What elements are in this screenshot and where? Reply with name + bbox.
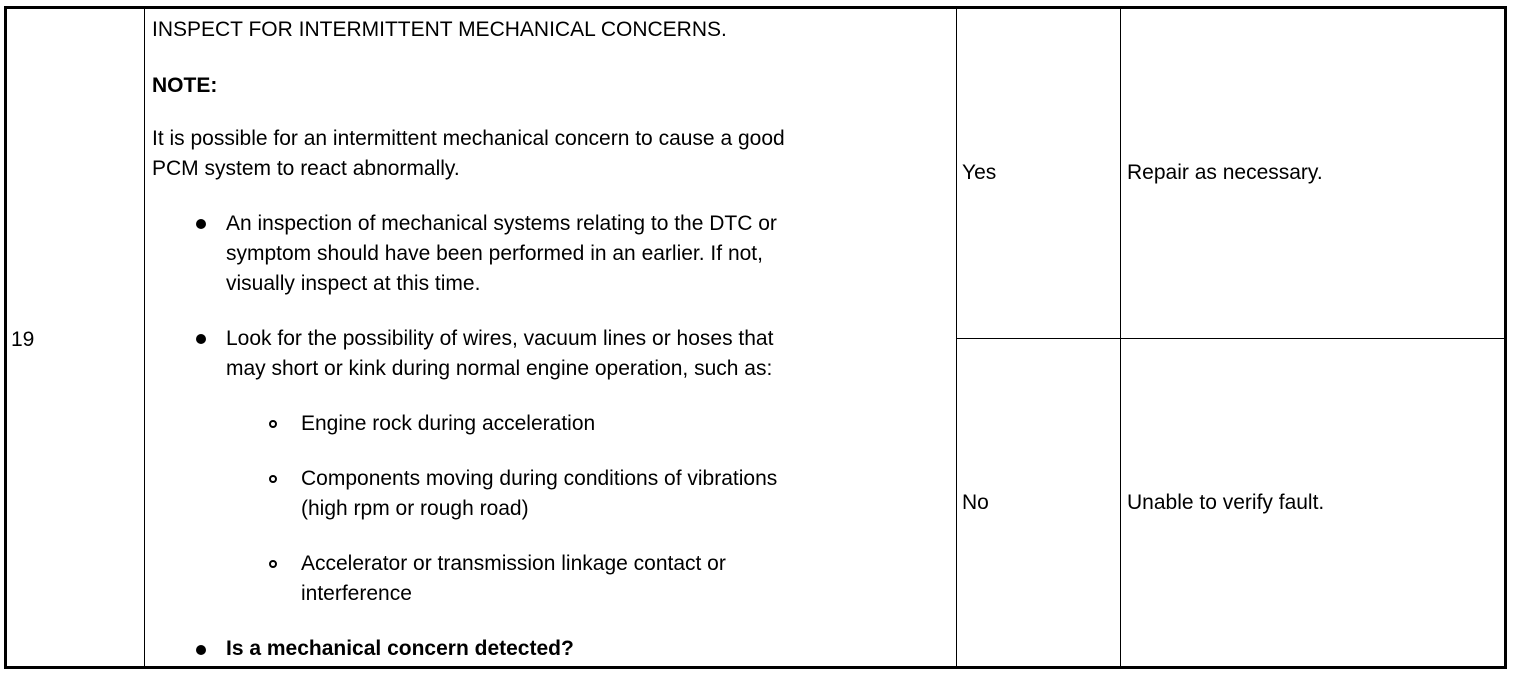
row-divider (956, 338, 1504, 339)
sub-bullet-text-line: (high rpm or rough road) (301, 497, 529, 520)
bullet-icon (196, 334, 206, 344)
sub-bullet-icon (269, 475, 277, 483)
sub-bullet-text-line: interference (301, 582, 412, 605)
bullet-text-line: may short or kink during normal engine operation, such as: (226, 357, 773, 380)
bullet-text-line: Look for the possibility of wires, vacuum lines or hoses that (226, 327, 774, 350)
result-action-yes: Repair as necessary. (1127, 161, 1323, 184)
bullet-icon (196, 219, 206, 229)
sub-bullet-text-line: Components moving during conditions of vibrations (301, 467, 778, 490)
result-action-no: Unable to verify fault. (1127, 491, 1325, 514)
bullet-text-line: symptom should have been performed in an earlier. If not, (226, 242, 763, 265)
bullet-text-line: An inspection of mechanical systems relating to the DTC or (226, 212, 777, 235)
note-text-line: It is possible for an intermittent mechanical concern to cause a good (152, 127, 785, 150)
sub-bullet-icon (269, 560, 277, 568)
sub-bullet-icon (269, 420, 277, 428)
result-answer-no: No (962, 491, 989, 514)
step-heading: INSPECT FOR INTERMITTENT MECHANICAL CONCERNS. (152, 18, 727, 41)
note-text-line: PCM system to react abnormally. (152, 157, 460, 180)
sub-bullet-text-line: Accelerator or transmission linkage contact or (301, 552, 726, 575)
note-label: NOTE: (152, 74, 218, 97)
step-number: 19 (11, 328, 35, 351)
bullet-text-line: visually inspect at this time. (226, 272, 481, 295)
bullet-icon (196, 645, 206, 655)
sub-bullet-text-line: Engine rock during acceleration (301, 412, 596, 435)
column-divider (144, 9, 145, 666)
question-text: Is a mechanical concern detected? (226, 637, 574, 660)
result-answer-yes: Yes (962, 161, 997, 184)
